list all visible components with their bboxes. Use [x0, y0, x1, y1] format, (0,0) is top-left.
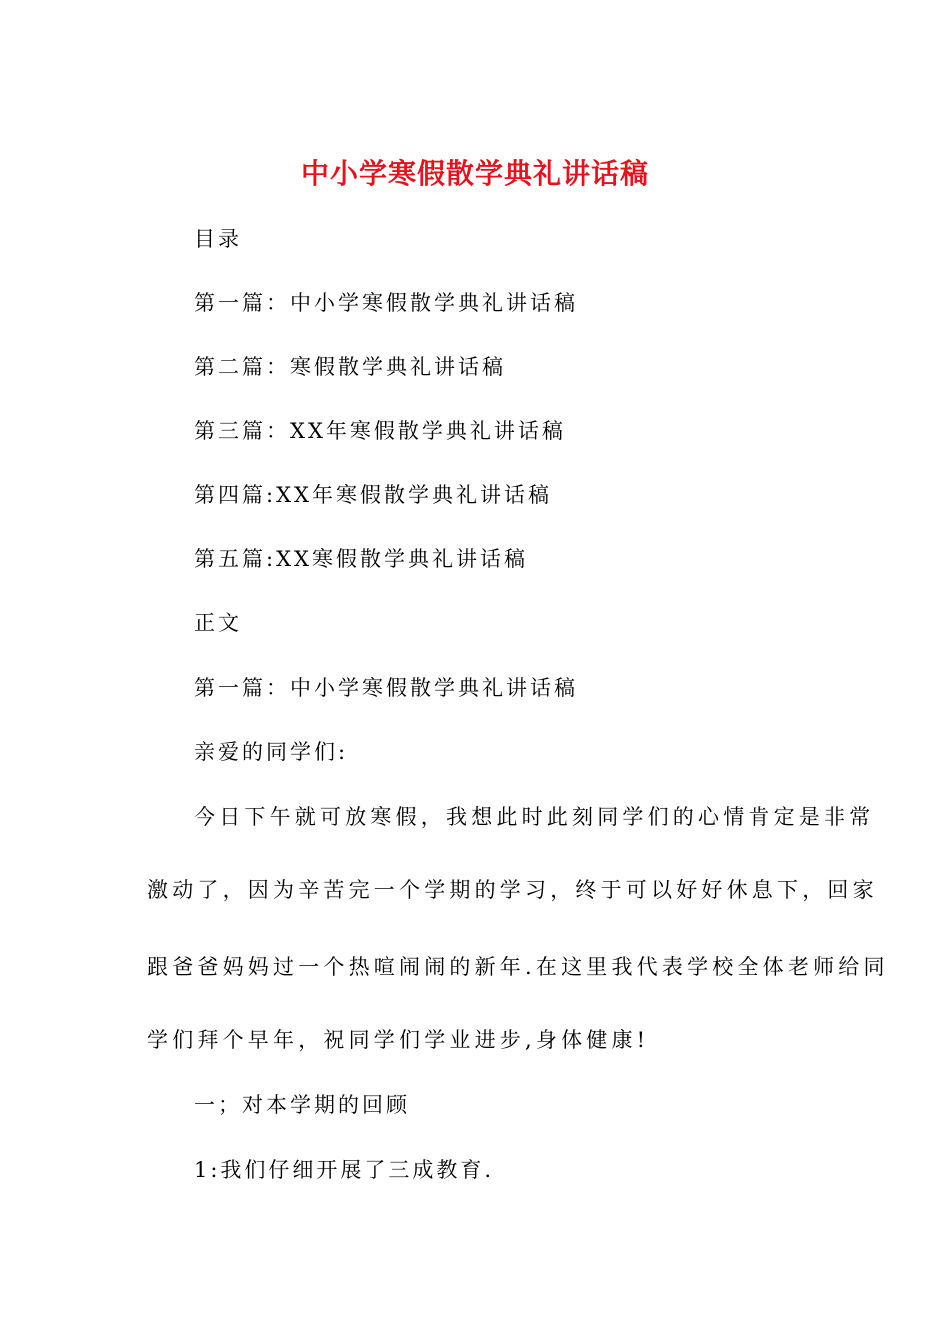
- toc-item: 第一篇：中小学寒假散学典礼讲话稿: [194, 291, 578, 315]
- subheading: 一；对本学期的回顾: [194, 1093, 410, 1117]
- paragraph-line: 学们拜个早年，祝同学们学业进步,身体健康!: [147, 1028, 650, 1052]
- document-title: 中小学寒假散学典礼讲话稿: [300, 157, 649, 190]
- toc-heading: 目录: [194, 227, 242, 251]
- body-heading: 正文: [194, 611, 242, 635]
- paragraph-line: 今日下午就可放寒假，我想此时此刻同学们的心情肯定是非常: [194, 805, 875, 829]
- paragraph-line: 跟爸爸妈妈过一个热喧闹闹的新年.在这里我代表学校全体老师给同: [147, 955, 889, 979]
- toc-item: 第三篇：XX年寒假散学典礼讲话稿: [194, 419, 566, 443]
- toc-item: 第五篇:XX寒假散学典礼讲话稿: [194, 547, 528, 571]
- section-title: 第一篇：中小学寒假散学典礼讲话稿: [194, 676, 578, 700]
- list-item: 1:我们仔细开展了三成教育.: [194, 1158, 495, 1182]
- greeting: 亲爱的同学们:: [194, 740, 349, 764]
- toc-item: 第四篇:XX年寒假散学典礼讲话稿: [194, 483, 552, 507]
- paragraph-line: 激动了，因为辛苦完一个学期的学习，终于可以好好休息下，回家: [147, 878, 878, 902]
- toc-item: 第二篇：寒假散学典礼讲话稿: [194, 355, 506, 379]
